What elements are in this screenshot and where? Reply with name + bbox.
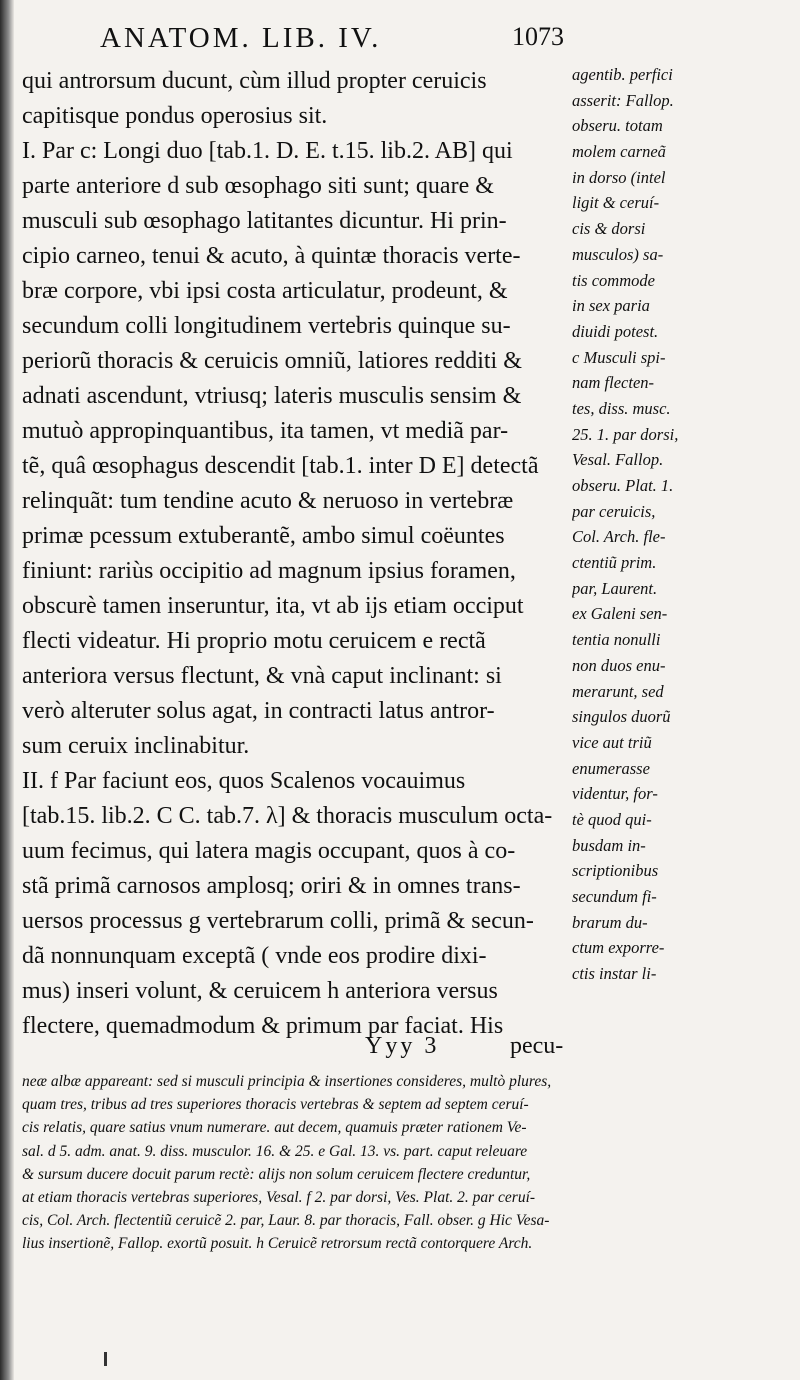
ink-speck	[104, 1352, 107, 1366]
main-text-line: anteriora versus flectunt, & vnà caput inclinant: si	[22, 663, 502, 689]
marginal-notes	[572, 62, 794, 987]
marginal-note-line: par, Laurent.	[572, 578, 658, 598]
main-text-line: musculi sub œsophago latitantes dicuntur. Hi prin-	[22, 208, 507, 234]
main-text-line: flectere, quemadmodum & primum par faciat. His	[22, 1013, 504, 1039]
footnote-line: sal. d 5. adm. anat. 9. diss. musculor. 16. & 25. e Gal. 13. vs. part. caput releuare	[22, 1142, 528, 1160]
main-text-line: uum fecimus, qui latera magis occupant, quos à co-	[22, 838, 516, 864]
footnotes-block	[22, 1070, 792, 1256]
marginal-note-line: nam flecten-	[572, 373, 655, 393]
main-text-line: mutuò appropinquantibus, ita tamen, vt mediã par-	[22, 418, 509, 444]
marginal-note-line: scriptionibus	[572, 861, 659, 881]
marginal-note-line: Col. Arch. fle-	[572, 527, 666, 547]
marginal-note-line: par ceruicis,	[572, 501, 656, 521]
main-text-line: sum ceruix inclinabitur.	[22, 733, 250, 759]
marginal-note-line: tentia nonulli	[572, 630, 661, 650]
marginal-note-line: obseru. totam	[572, 116, 663, 136]
main-text-line: II. f Par faciunt eos, quos Scalenos vocauimus	[22, 768, 466, 794]
main-text-line: qui antrorsum ducunt, cùm illud propter ceruicis	[22, 68, 487, 94]
footnote-line: cis relatis, quare satius vnum numerare. aut decem, quamuis præter rationem Ve-	[22, 1119, 527, 1137]
marginal-note-line: ex Galeni sen-	[572, 604, 668, 624]
main-text-line: tẽ, quâ œsophagus descendit [tab.1. inter D E] detectã	[22, 453, 539, 479]
marginal-note-line: tes, diss. musc.	[572, 398, 671, 418]
main-text-line: mus) inseri volunt, & ceruicem h anteriora versus	[22, 978, 498, 1004]
signature-mark: Yyy 3	[365, 1033, 440, 1059]
main-text-line: secundum colli longitudinem vertebris quinque su-	[22, 313, 511, 339]
marginal-note-line: c Musculi spi-	[572, 347, 666, 367]
main-text-line: dã nonnunquam exceptã ( vnde eos prodire dixi-	[22, 943, 487, 969]
main-text-line: bræ corpore, vbi ipsi costa articulatur, prodeunt, &	[22, 278, 508, 304]
marginal-note-line: ctis instar li-	[572, 964, 657, 984]
main-text-line: obscurè tamen inseruntur, ita, vt ab ijs etiam occiput	[22, 593, 524, 619]
page-number: 1073	[512, 22, 564, 51]
main-text-line: uersos processus g vertebrarum colli, primã & secun-	[22, 908, 534, 934]
marginal-note-line: 25. 1. par dorsi,	[572, 424, 679, 444]
main-text-line: relinquãt: tum tendine acuto & neruoso in vertebræ	[22, 488, 514, 514]
main-text-line: cipio carneo, tenui & acuto, à quintæ thoracis verte-	[22, 243, 521, 269]
marginal-note-line: molem carneã	[572, 142, 666, 162]
footnote-line: quam tres, tribus ad tres superiores thoracis vertebras & septem ad septem ceruí-	[22, 1096, 529, 1114]
marginal-note-line: in sex paria	[572, 296, 650, 316]
marginal-note-line: cis & dorsi	[572, 219, 646, 239]
running-title: ANATOM. LIB. IV.	[100, 22, 382, 54]
marginal-note-line: tè quod qui-	[572, 809, 652, 829]
marginal-note-line: obseru. Plat. 1.	[572, 476, 674, 495]
main-text-line: [tab.15. lib.2. C C. tab.7. λ] & thoracis musculum octa-	[22, 803, 553, 829]
marginal-note-line: tis commode	[572, 270, 655, 290]
main-text-line: stã primã carnosos amplosq; oriri & in omnes trans-	[22, 873, 521, 899]
marginal-note-line: singulos duorũ	[572, 707, 671, 727]
footnote-line: & sursum ducere docuit parum rectè: alijs non solum ceruicem flectere creduntur,	[22, 1165, 531, 1183]
main-text-line: flecti videatur. Hi proprio motu ceruicem e rectã	[22, 628, 486, 654]
catchline	[345, 1033, 585, 1069]
marginal-note-line: merarunt, sed	[572, 681, 664, 701]
footnote-line: at etiam thoracis vertebras superiores, Vesal. f 2. par dorsi, Ves. Plat. 2. par ceruí-	[22, 1188, 536, 1206]
main-text-line: adnati ascendunt, vtriusq; lateris musculis sensim &	[22, 383, 522, 409]
marginal-note-line: Vesal. Fallop.	[572, 450, 664, 470]
marginal-note-line: non duos enu-	[572, 655, 666, 675]
page-header	[100, 12, 790, 62]
marginal-note-line: in dorso (intel	[572, 167, 666, 187]
main-text-line: finiunt: rariùs occipitio ad magnum ipsius foramen,	[22, 558, 516, 584]
marginal-note-line: videntur, for-	[572, 784, 658, 804]
marginal-note-line: secundum fi-	[572, 887, 657, 906]
footnote-line: cis, Col. Arch. flectentiũ ceruicẽ 2. par, Laur. 8. par thoracis, Fall. obser. g Hic Vesa-	[22, 1212, 550, 1230]
main-text-line: I. Par c: Longi duo [tab.1. D. E. t.15. lib.2. AB] qui	[22, 138, 513, 164]
marginal-note-line: brarum du-	[572, 912, 648, 932]
main-text-line: verò alteruter solus agat, in contracti latus antror-	[22, 698, 495, 724]
marginal-note-line: diuidi potest.	[572, 321, 659, 341]
marginal-note-line: musculos) sa-	[572, 244, 664, 264]
main-text-line: periorũ thoracis & ceruicis omniũ, latiores redditi &	[22, 348, 522, 374]
marginal-note-line: ctentiũ prim.	[572, 553, 657, 573]
catchword: pecu-	[510, 1033, 564, 1059]
marginal-note-line: enumerasse	[572, 758, 650, 778]
marginal-note-line: ctum exporre-	[572, 938, 665, 958]
main-text-line: primæ pcessum extuberantẽ, ambo simul coëuntes	[22, 523, 505, 549]
footnote-line: lius insertionẽ, Fallop. exortũ posuit. h Ceruicẽ retrorsum rectã contorquere Arch.	[22, 1235, 533, 1253]
footnote-line: neæ albæ appareant: sed si musculi principia & insertiones consideres, multò plures,	[22, 1073, 552, 1090]
marginal-note-line: busdam in-	[572, 835, 646, 855]
main-text-line: capitisque pondus operosius sit.	[22, 103, 328, 129]
main-text-column	[22, 64, 577, 1044]
marginal-note-line: vice aut triũ	[572, 732, 652, 752]
marginal-note-line: ligit & ceruí-	[572, 193, 660, 213]
marginal-note-line: asserit: Fallop.	[572, 90, 674, 110]
marginal-note-line: agentib. perfici	[572, 65, 673, 84]
main-text-line: parte anteriore d sub œsophago siti sunt; quare &	[22, 173, 494, 199]
